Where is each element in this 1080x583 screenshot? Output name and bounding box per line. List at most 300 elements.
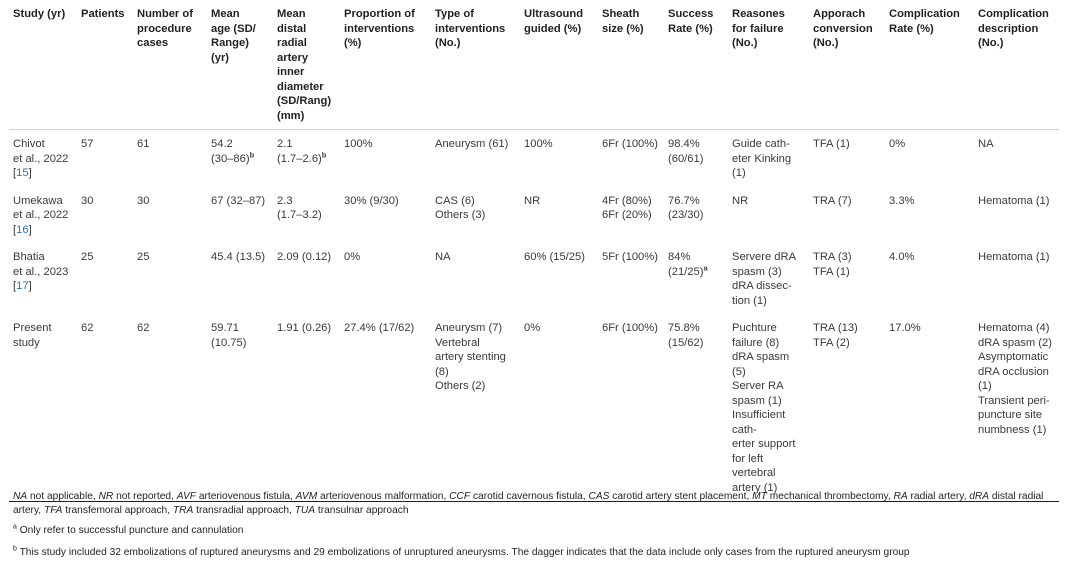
header-line: Mean	[277, 8, 306, 20]
cell-text: 2.3	[277, 194, 293, 207]
cell-line	[978, 423, 1055, 438]
cell-text: Chivot	[13, 138, 45, 150]
complication-rate-cell	[885, 243, 974, 314]
mean-age-cell	[207, 187, 273, 244]
column-header-diameter	[273, 5, 340, 130]
success-rate-cell	[664, 130, 728, 187]
cell-text: (23/30)	[668, 209, 704, 221]
cell-line	[524, 137, 594, 152]
footnote-mark: a	[13, 523, 17, 531]
cell-line	[732, 350, 805, 365]
cell-text: (1.7–3.2)	[277, 209, 322, 221]
citation: [16]	[13, 223, 32, 236]
cell-text: CAS (6)	[435, 194, 475, 207]
cell-text: erter support	[732, 438, 796, 450]
cell-text: dRA occlusion	[978, 365, 1049, 378]
proportion-cell	[340, 314, 431, 502]
cell-text: study	[13, 336, 40, 349]
header-line: Complication	[889, 8, 960, 20]
intervention-type-cell	[431, 243, 520, 314]
cell-line	[13, 321, 73, 336]
abbreviation-definition: not applicable	[30, 491, 93, 502]
study-cell	[9, 187, 77, 244]
reference-link[interactable]: 17	[16, 280, 29, 292]
cell-line	[732, 379, 805, 394]
patients-cell: 25	[81, 251, 94, 263]
cell-line	[732, 365, 805, 380]
cell-text: 45.4 (13.5)	[211, 251, 266, 263]
header-line: Reasones	[732, 8, 785, 20]
cell-line	[668, 336, 724, 351]
cell-text: et al., 2022	[13, 209, 69, 221]
cell-text: dRA spasm	[732, 351, 790, 363]
cell-line	[435, 208, 516, 223]
cell-text: numbness (1)	[978, 423, 1047, 436]
column-header-success	[664, 5, 728, 130]
table-header-row	[9, 5, 1059, 130]
cell-text: 98.4%	[668, 138, 700, 150]
header-line: cases	[137, 37, 169, 49]
cell-text: Vertebral	[435, 336, 480, 349]
header-line: Rate (%)	[668, 22, 713, 35]
column-header-comp_desc	[974, 5, 1059, 130]
abbreviation-definition: carotid artery stent placement	[612, 491, 747, 502]
cell-text: 6Fr (20%)	[602, 209, 652, 221]
abbreviation-term: dRA	[969, 491, 990, 502]
ultrasound-cell	[520, 130, 598, 187]
cell-line	[732, 321, 805, 336]
cell-line	[277, 250, 336, 265]
intervention-type-cell	[431, 314, 520, 502]
cell-line	[732, 294, 805, 309]
cell-line	[813, 265, 881, 280]
proportion-cell	[340, 243, 431, 314]
cell-line	[732, 152, 805, 167]
cell-text: 2.1	[277, 138, 293, 150]
intervention-type-cell	[431, 130, 520, 187]
header-line: Ultrasound	[524, 8, 584, 20]
column-header-sheath	[598, 5, 664, 130]
cell-text: 54.2	[211, 138, 233, 150]
cell-text: TRA (7)	[813, 194, 852, 207]
cell-text: 2.09 (0.12)	[277, 251, 332, 263]
cell-line	[435, 379, 516, 394]
mean-age-cell	[207, 314, 273, 502]
cell-text: Bhatia	[13, 251, 45, 263]
cell-line	[978, 350, 1055, 365]
cell-line	[435, 350, 516, 365]
table-row	[9, 130, 1059, 187]
abbreviation-term: TUA	[294, 505, 316, 516]
abbreviation-definition: mechanical thrombectomy	[769, 491, 888, 502]
cell-text: (60/61)	[668, 152, 704, 165]
cell-line	[602, 321, 660, 336]
abbreviation-definition: arteriovenous fistula	[198, 491, 290, 502]
cell-line	[211, 321, 269, 336]
column-header-patients	[77, 5, 133, 130]
header-line: Rate (%)	[889, 22, 934, 35]
abbreviation-definition: transulnar approach	[317, 505, 409, 516]
approach-conversion-cell	[809, 187, 885, 244]
cell-line	[277, 194, 336, 209]
cell-text: 6Fr (100%)	[602, 322, 658, 334]
abbreviation-term: CCF	[449, 491, 471, 502]
header-line: for failure	[732, 22, 784, 35]
cell-line	[435, 250, 516, 265]
cell-line	[602, 137, 660, 152]
footnote-b	[13, 546, 1073, 560]
abbreviation-definition: not reported	[116, 491, 172, 502]
abbreviation-definition: transradial approach	[196, 505, 290, 516]
cases-cell: 61	[137, 138, 150, 150]
cell-line	[668, 152, 724, 167]
cell-line	[524, 321, 594, 336]
header-line: (No.)	[435, 37, 461, 49]
cell-line	[978, 250, 1055, 265]
header-line: interventions	[435, 22, 506, 35]
approach-conversion-cell	[809, 243, 885, 314]
cell-line	[668, 137, 724, 152]
cell-line	[668, 250, 724, 265]
cell-text: dRA dissec-	[732, 280, 792, 292]
column-header-study	[9, 5, 77, 130]
footnote-text: Only refer to successful puncture and cannulation	[19, 525, 244, 536]
header-line: Patients	[81, 8, 125, 20]
cell-line	[732, 265, 805, 280]
header-line: diameter	[277, 80, 324, 93]
cell-line	[344, 250, 427, 265]
cell-line	[13, 265, 73, 280]
cell-text: (1)	[732, 167, 746, 179]
cell-text: spasm (1)	[732, 394, 782, 407]
cell-text: NA	[978, 138, 994, 150]
approach-conversion-cell	[809, 130, 885, 187]
cell-line	[277, 321, 336, 336]
cell-text: 76.7%	[668, 194, 700, 207]
footnote-mark: b	[13, 545, 17, 553]
footnote-marker: b	[321, 149, 327, 159]
cell-line	[732, 394, 805, 409]
failure-reasons-cell	[728, 130, 809, 187]
cell-text: (1)	[978, 380, 992, 392]
column-header-cases	[133, 5, 207, 130]
cell-text: Hematoma (1)	[978, 251, 1050, 263]
cell-text: 60% (15/25)	[524, 251, 585, 263]
complication-description-cell	[974, 314, 1059, 502]
header-line: Proportion of	[344, 8, 415, 20]
cell-line	[277, 208, 336, 223]
cell-text: et al., 2023	[13, 265, 69, 278]
cell-text: Hematoma (4)	[978, 322, 1050, 334]
success-rate-cell	[664, 314, 728, 502]
header-line: inner	[277, 66, 305, 78]
sheath-size-cell	[598, 243, 664, 314]
cell-text: spasm (3)	[732, 265, 782, 278]
cell-line	[13, 137, 73, 152]
cell-text: 0%	[524, 322, 541, 334]
header-line: age (SD/	[211, 22, 256, 35]
cell-line	[344, 321, 427, 336]
header-line: Type of	[435, 8, 474, 20]
study-cell	[9, 314, 77, 502]
cell-text: Servere dRA	[732, 251, 797, 263]
cell-line	[435, 336, 516, 351]
cell-line	[211, 250, 269, 265]
header-line: (yr)	[211, 51, 230, 64]
cell-line	[889, 137, 970, 152]
cell-line	[978, 194, 1055, 209]
cell-line	[13, 152, 73, 167]
cell-text: NA	[435, 251, 451, 263]
citation: [17]	[13, 280, 32, 292]
header-line: (No.)	[978, 37, 1004, 49]
cell-line	[668, 194, 724, 209]
abbreviation-term: CAS	[588, 491, 610, 502]
cell-text: 17.0%	[889, 322, 921, 334]
cell-text: 27.4% (17/62)	[344, 322, 415, 334]
diameter-cell	[273, 187, 340, 244]
cell-text: 100%	[524, 138, 553, 150]
abbreviation-definition: carotid cavernous fistula	[472, 491, 583, 502]
column-header-conversion	[809, 5, 885, 130]
cell-text: artery (1)	[732, 481, 778, 494]
abbreviation-term: NR	[98, 491, 114, 502]
header-line: (mm)	[277, 109, 305, 122]
column-header-ultrasound	[520, 5, 598, 130]
cell-text: TFA (2)	[813, 336, 850, 349]
cell-line	[732, 279, 805, 294]
abbreviation-definition: arteriovenous malformation	[320, 491, 444, 502]
cell-text: (30–86)	[211, 152, 250, 165]
cell-text: 4Fr (80%)	[602, 194, 652, 207]
cell-text: TFA (1)	[813, 265, 850, 278]
header-line: Range)	[211, 37, 249, 49]
footnote-text: This study included 32 embolizations of ruptured aneurysms and 29 embolizations of unruptured aneurysms. The dagger indicates that the data include only cases from the ruptured aneurysm group	[19, 547, 910, 558]
header-line: radial	[277, 37, 307, 49]
cell-line	[889, 194, 970, 209]
diameter-cell	[273, 314, 340, 502]
success-rate-cell	[664, 187, 728, 244]
cell-text: Others (2)	[435, 380, 486, 392]
cell-text: (8)	[435, 365, 449, 378]
cell-line	[668, 321, 724, 336]
sheath-size-cell	[598, 130, 664, 187]
cell-text: 75.8%	[668, 322, 700, 334]
cases-cell: 30	[137, 194, 150, 207]
cell-line	[732, 423, 805, 438]
cell-line	[344, 137, 427, 152]
column-header-age	[207, 5, 273, 130]
cell-text: Others (3)	[435, 209, 486, 221]
cell-text: 67 (32–87)	[211, 194, 266, 207]
cell-text: 3.3%	[889, 194, 915, 207]
cell-text: (15/62)	[668, 336, 704, 349]
reference-link[interactable]: 16	[16, 223, 29, 236]
cell-line	[211, 336, 269, 351]
proportion-cell	[340, 130, 431, 187]
cell-text: eter Kinking	[732, 152, 792, 165]
failure-reasons-cell	[728, 243, 809, 314]
cell-line	[13, 336, 73, 351]
cell-line	[889, 321, 970, 336]
patients-cell: 62	[77, 314, 133, 502]
cell-line	[732, 437, 805, 452]
cell-text: 1.91 (0.26)	[277, 322, 332, 334]
cell-text: NR	[524, 194, 541, 207]
column-header-type	[431, 5, 520, 130]
abbreviation-term: AVF	[176, 491, 196, 502]
footnote-marker: a	[703, 262, 708, 272]
cell-text: 59.71	[211, 322, 239, 334]
complication-description-cell	[974, 130, 1059, 187]
sheath-size-cell	[598, 314, 664, 502]
cell-text: TRA (3)	[813, 251, 852, 263]
header-line: Success	[668, 8, 714, 20]
study-cell	[9, 243, 77, 314]
cell-line	[732, 466, 805, 481]
cell-text: cath-	[732, 423, 757, 436]
failure-reasons-cell	[728, 187, 809, 244]
ultrasound-cell	[520, 243, 598, 314]
citation: [15]	[13, 167, 32, 179]
cell-text: 84%	[668, 251, 691, 263]
cell-text: (10.75)	[211, 336, 247, 349]
cell-text: Asymptomatic	[978, 351, 1049, 363]
cell-text: Server RA	[732, 380, 784, 392]
cell-text: Present	[13, 322, 52, 334]
abbreviation-term: NA	[13, 491, 28, 502]
cell-line	[435, 365, 516, 380]
header-line: Mean	[211, 8, 240, 20]
cell-line	[813, 321, 881, 336]
cell-text: failure (8)	[732, 336, 780, 349]
cell-text: Transient peri-	[978, 394, 1050, 407]
abbreviation-definition: radial artery	[910, 491, 964, 502]
cell-line	[668, 208, 724, 223]
complication-rate-cell	[885, 130, 974, 187]
abbreviation-term: TRA	[172, 505, 194, 516]
cell-text: et al., 2022	[13, 152, 69, 165]
cell-text: (5)	[732, 365, 746, 378]
header-line: procedure	[137, 22, 192, 35]
diameter-cell	[273, 130, 340, 187]
cell-text: Aneurysm (61)	[435, 138, 509, 150]
column-header-reasons	[728, 5, 809, 130]
cell-text: TFA (1)	[813, 138, 850, 150]
cell-line	[813, 250, 881, 265]
cell-text: 5Fr (100%)	[602, 251, 658, 263]
cell-line	[13, 194, 73, 209]
cell-text: 4.0%	[889, 251, 915, 263]
cell-line	[732, 250, 805, 265]
header-line: (%)	[344, 37, 362, 49]
study-cell	[9, 130, 77, 187]
cell-line	[277, 137, 336, 152]
cell-line	[813, 336, 881, 351]
footnote-a	[13, 524, 1073, 538]
header-line: Number of	[137, 8, 193, 20]
column-header-comp_rate	[885, 5, 974, 130]
cell-line	[668, 262, 724, 280]
cell-text: dRA spasm (2)	[978, 336, 1052, 349]
footnote-marker: b	[249, 149, 255, 159]
patients-cell: 30	[81, 194, 94, 207]
abbreviation-definition: distal radial artery	[13, 491, 1044, 516]
proportion-cell	[340, 187, 431, 244]
cases-cell: 25	[137, 251, 150, 263]
cell-line	[435, 137, 516, 152]
header-line: Complication	[978, 8, 1049, 20]
approach-conversion-cell	[809, 314, 885, 502]
cell-line	[435, 194, 516, 209]
cell-text: (1.7–2.6)	[277, 152, 322, 165]
cell-line	[524, 194, 594, 209]
cell-line	[435, 321, 516, 336]
complication-rate-cell	[885, 314, 974, 502]
cell-text: puncture site	[978, 409, 1043, 421]
header-line: guided (%)	[524, 22, 582, 35]
cell-text: Insufficient	[732, 409, 786, 421]
cell-text: (21/25)	[668, 265, 704, 278]
abbreviation-list: NA not applicable, NR not reported, AVF arteriovenous fistula, AVM arteriovenous malformation, CCF carotid cavernous fistula, CAS carotid artery stent placement, MT mechanical thrombectomy, RA radial artery, dRA distal radial artery, TFA transfemoral approach, TRA transradial approach, TUA transulnar approach	[13, 491, 1044, 516]
failure-reasons-cell	[728, 314, 809, 502]
cell-text: Guide cath-	[732, 138, 790, 150]
header-line: conversion	[813, 22, 873, 35]
cell-line	[602, 194, 660, 209]
cell-line	[13, 208, 73, 223]
cell-line	[602, 208, 660, 223]
header-line: artery	[277, 51, 309, 64]
cell-text: Hematoma (1)	[978, 194, 1050, 207]
cell-line	[277, 149, 336, 167]
sheath-size-cell	[598, 187, 664, 244]
cell-line	[978, 408, 1055, 423]
header-line: interventions	[344, 22, 415, 35]
patients-cell: 57	[81, 138, 94, 150]
cell-line	[602, 250, 660, 265]
ultrasound-cell	[520, 314, 598, 502]
cell-text: tion (1)	[732, 294, 767, 307]
abbreviation-term: MT	[752, 491, 767, 502]
cell-text: 0%	[889, 138, 906, 150]
header-line: Sheath	[602, 8, 640, 20]
cell-text: 0%	[344, 251, 361, 263]
cell-line	[211, 137, 269, 152]
cell-line	[813, 194, 881, 209]
intervention-type-cell	[431, 187, 520, 244]
cell-line	[211, 149, 269, 167]
table-row	[9, 187, 1059, 244]
header-line: Study (yr)	[13, 8, 66, 20]
cell-line	[978, 137, 1055, 152]
header-line: (No.)	[732, 37, 758, 49]
cell-text: Puchture	[732, 322, 777, 334]
diameter-cell	[273, 243, 340, 314]
cell-line	[732, 194, 805, 209]
comparison-table	[9, 5, 1059, 502]
cell-text: Umekawa	[13, 194, 63, 207]
mean-age-cell	[207, 243, 273, 314]
table-notes	[13, 490, 1073, 560]
abbreviation-definition: transfemoral approach	[65, 505, 168, 516]
cell-text: for left	[732, 452, 764, 465]
complication-description-cell	[974, 187, 1059, 244]
cell-line	[732, 137, 805, 152]
cell-line	[344, 194, 427, 209]
cell-line	[978, 336, 1055, 351]
reference-link[interactable]: 15	[16, 167, 29, 179]
header-line: (SD/Rang)	[277, 95, 332, 107]
